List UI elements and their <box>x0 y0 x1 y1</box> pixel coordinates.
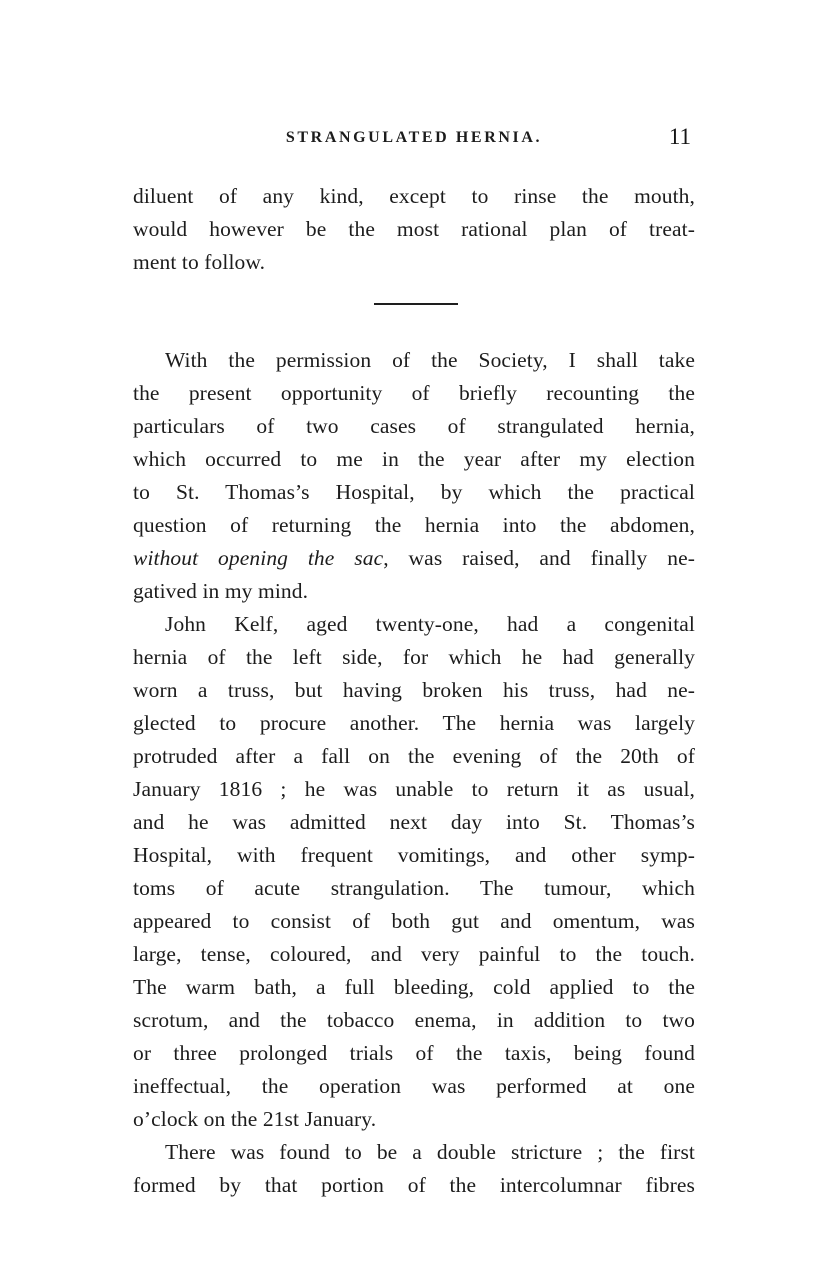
body-text: which occurred to me in the year after my election <box>133 447 695 471</box>
body-text: appeared to consist of both gut and omentum, was <box>133 909 695 933</box>
paragraph <box>133 1136 695 1202</box>
body-text: There was found to be a double stricture ; the first <box>165 1140 695 1164</box>
text-line <box>133 344 695 377</box>
body-text: or three prolonged trials of the taxis, being found <box>133 1041 695 1065</box>
text-line <box>133 1004 695 1037</box>
body-text: ineffectual, the operation was performed at one <box>133 1074 695 1098</box>
text-line <box>133 509 695 542</box>
text-line <box>133 246 695 279</box>
body-text: gatived in my mind. <box>133 579 309 603</box>
body-text: and he was admitted next day into St. Thomas’s <box>133 810 695 834</box>
body-text: With the permission of the Society, I shall take <box>165 348 695 372</box>
text-line <box>133 1169 695 1202</box>
paragraph-block-main <box>133 344 695 1202</box>
text-line <box>133 1070 695 1103</box>
text-line <box>133 1103 695 1136</box>
text-line <box>133 707 695 740</box>
text-line <box>133 839 695 872</box>
text-line <box>133 1136 695 1169</box>
text-line <box>133 608 695 641</box>
text-line <box>133 674 695 707</box>
text-line <box>133 180 695 213</box>
text-line <box>133 476 695 509</box>
text-line <box>133 773 695 806</box>
body-text: The warm bath, a full bleeding, cold applied to the <box>133 975 695 999</box>
text-line <box>133 542 695 575</box>
text-line <box>133 872 695 905</box>
body-text: large, tense, coloured, and very painful to the touch. <box>133 942 695 966</box>
italic-text: without opening the sac <box>133 546 384 570</box>
body-text: particulars of two cases of strangulated hernia, <box>133 414 695 438</box>
text-line <box>133 410 695 443</box>
text-line <box>133 575 695 608</box>
paragraph <box>133 608 695 1136</box>
section-divider <box>374 303 458 305</box>
body-text: hernia of the left side, for which he had generally <box>133 645 695 669</box>
body-text: worn a truss, but having broken his truss, had ne- <box>133 678 695 702</box>
body-text: question of returning the hernia into the abdomen, <box>133 513 695 537</box>
body-text: toms of acute strangulation. The tumour, which <box>133 876 695 900</box>
paragraph <box>133 344 695 608</box>
body-text: glected to procure another. The hernia was largely <box>133 711 695 735</box>
text-line <box>133 971 695 1004</box>
body-text: would however be the most rational plan of treat- <box>133 217 695 241</box>
text-line <box>133 905 695 938</box>
body-text: protruded after a fall on the evening of the 20th of <box>133 744 695 768</box>
body-text: diluent of any kind, except to rinse the mouth, <box>133 184 695 208</box>
body-text: the present opportunity of briefly recounting the <box>133 381 695 405</box>
text-line <box>133 443 695 476</box>
page-header <box>133 124 695 150</box>
text-line <box>133 1037 695 1070</box>
body-text: formed by that portion of the intercolumnar fibres <box>133 1173 695 1197</box>
text-line <box>133 641 695 674</box>
text-line <box>133 213 695 246</box>
running-title: STRANGULATED HERNIA. <box>285 129 543 146</box>
text-line <box>133 377 695 410</box>
body-text: John Kelf, aged twenty-one, had a congenital <box>165 612 695 636</box>
body-text: Hospital, with frequent vomitings, and other symp- <box>133 843 695 867</box>
body-text: scrotum, and the tobacco enema, in addition to two <box>133 1008 695 1032</box>
paragraph-block-intro <box>133 180 695 279</box>
body-text: ment to follow. <box>133 250 266 274</box>
body-text: o’clock on the 21st January. <box>133 1107 377 1131</box>
paragraph <box>133 180 695 279</box>
text-line <box>133 938 695 971</box>
body-text: , was raised, and finally ne- <box>383 546 695 570</box>
body-text: January 1816 ; he was unable to return it as usual, <box>133 777 695 801</box>
text-line <box>133 740 695 773</box>
text-line <box>133 806 695 839</box>
body-text: to St. Thomas’s Hospital, by which the practical <box>133 480 695 504</box>
page-number: 11 <box>668 124 691 149</box>
